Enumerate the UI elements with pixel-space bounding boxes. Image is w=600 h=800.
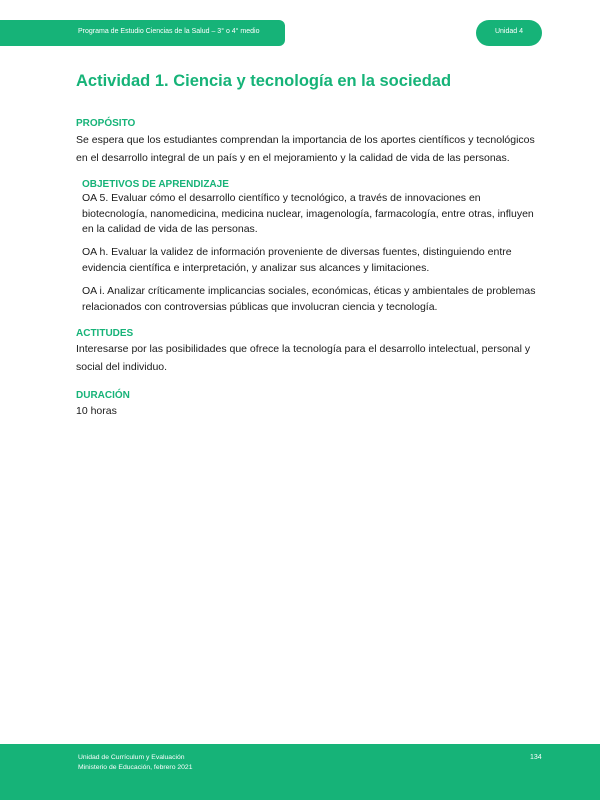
objectives-label: OBJETIVOS DE APRENDIZAJE bbox=[82, 179, 229, 190]
unit-label: Unidad 4 bbox=[494, 28, 524, 35]
objective-oa5: OA 5. Evaluar cómo el desarrollo científico y tecnológico, a través de innovaciones en biotecnología, nanomedicina, medicina nuclear, imagenología, farmacología, entre otras, influyen en la calidad de vida de las personas. bbox=[82, 192, 534, 235]
objective-oah: OA h. Evaluar la validez de información proveniente de diversas fuentes, distinguiendo entre evidencia científica e interpretación, y analizar sus alcances y limitaciones. bbox=[82, 246, 512, 274]
purpose-label: PROPÓSITO bbox=[76, 118, 136, 129]
header-bar bbox=[0, 20, 285, 46]
page-number: 134 bbox=[530, 754, 542, 761]
duration-label: DURACIÓN bbox=[76, 390, 130, 401]
unit-badge bbox=[476, 20, 542, 46]
objective-oai: OA i. Analizar críticamente implicancias sociales, económicas, éticas y ambientales de problemas relacionados con controversias públicas que involucran ciencia y tecnología. bbox=[82, 285, 536, 313]
attitudes-label: ACTITUDES bbox=[76, 328, 134, 339]
purpose-text: Se espera que los estudiantes comprendan la importancia de los aportes científicos y tecnológicos en el desarrollo integral de un país y en el mejoramiento y la calidad de vida de las personas. bbox=[76, 134, 535, 164]
attitudes-text: Interesarse por las posibilidades que ofrece la tecnología para el desarrollo intelectual, personal y social del individuo. bbox=[76, 343, 531, 373]
footer-ministry: Ministerio de Educación, febrero 2021 bbox=[78, 764, 193, 771]
duration-text: 10 horas bbox=[76, 405, 117, 417]
page-title: Actividad 1. Ciencia y tecnología en la sociedad bbox=[76, 72, 452, 90]
footer-bar bbox=[0, 744, 600, 800]
program-title: Programa de Estudio Ciencias de la Salud – 3° o 4° medio bbox=[78, 28, 260, 35]
footer-unit: Unidad de Currículum y Evaluación bbox=[78, 754, 185, 761]
